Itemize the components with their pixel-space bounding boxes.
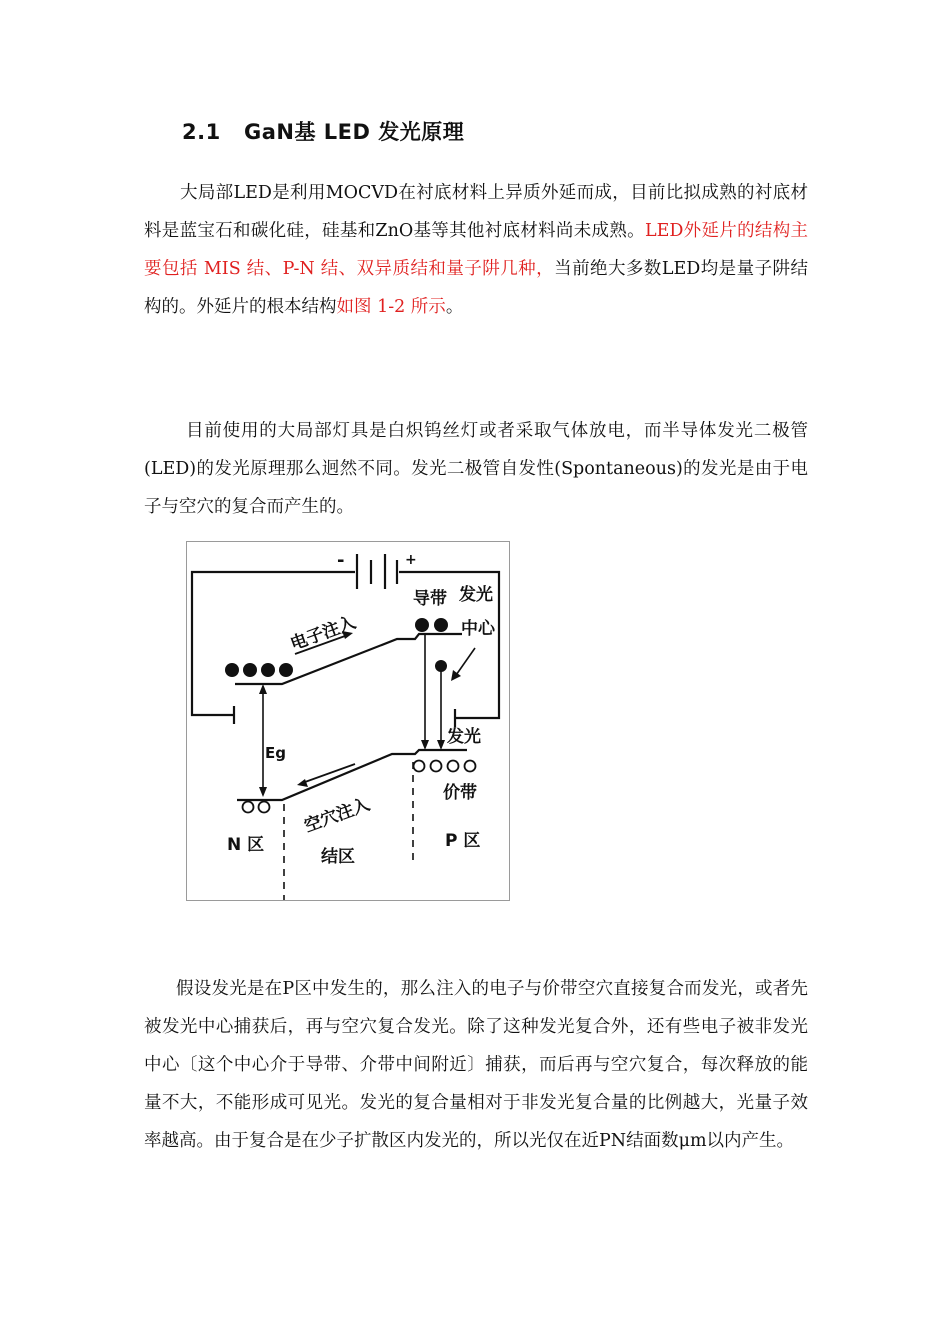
valence-band-label: 价带 bbox=[443, 783, 477, 803]
n-region-label: N 区 bbox=[227, 835, 265, 855]
section-title: GaN基 LED 发光原理 bbox=[244, 120, 465, 144]
paragraph-principle: 目前使用的大局部灯具是白炽钨丝灯或者采取气体放电，而半导体发光二极管(LED)的发光原理那么迥然不同。发光二极管自发性(Spontaneous)的发光是由于电子与空穴的复合而产生的。 bbox=[144, 421, 808, 517]
paragraph-text: 大局部LED是利用MOCVD在衬底材料上异质外延而成，目前比拟成熟的衬底材料是蓝宝石和碳化硅，硅基和ZnO基等其他衬底材料尚未成熟。 bbox=[144, 183, 808, 241]
injection-arrowhead bbox=[297, 779, 308, 787]
center-label: 中心 bbox=[461, 619, 495, 639]
emission-label: 发光 bbox=[459, 585, 493, 605]
eg-label: Eg bbox=[265, 744, 286, 762]
plus-label: + bbox=[405, 552, 417, 568]
hole bbox=[465, 761, 476, 772]
junction-region-label: 结区 bbox=[321, 847, 355, 867]
emission-photon-label: 发光 bbox=[447, 727, 481, 747]
section-number: 2.1 bbox=[182, 120, 221, 144]
electron bbox=[243, 663, 257, 677]
minus-label: - bbox=[337, 550, 345, 571]
hole bbox=[414, 761, 425, 772]
hole bbox=[259, 802, 270, 813]
paragraph-substrate bbox=[144, 174, 808, 326]
section-heading bbox=[182, 116, 464, 146]
hole-injection-label: 空穴注入 bbox=[301, 794, 373, 837]
luminescence-center bbox=[435, 660, 447, 672]
paragraph-text: 。 bbox=[445, 297, 464, 317]
electron-injection-label: 电子注入 bbox=[287, 612, 359, 655]
hole bbox=[243, 802, 254, 813]
pointer-arrowhead bbox=[451, 670, 461, 681]
electron bbox=[261, 663, 275, 677]
hole bbox=[431, 761, 442, 772]
eg-arrowhead bbox=[259, 684, 267, 694]
electron bbox=[225, 663, 239, 677]
paragraph-text: 当前绝大多数LED均是量子阱结构的。外延片的根本结构 bbox=[144, 259, 808, 317]
eg-arrowhead bbox=[259, 787, 267, 797]
conduction-band-label: 导带 bbox=[413, 589, 447, 609]
band-diagram-figure bbox=[186, 541, 510, 901]
highlighted-text: LED外延片的结构主要包括 MIS 结、P-N 结、双异质结和量子阱几种， bbox=[144, 221, 808, 279]
hole bbox=[448, 761, 459, 772]
circuit-wire-left bbox=[192, 572, 355, 715]
band-diagram bbox=[187, 542, 511, 902]
p-region-label: P 区 bbox=[445, 831, 481, 851]
electron bbox=[279, 663, 293, 677]
paragraph-recombination: 假设发光是在P区中发生的，那么注入的电子与价带空穴直接复合而发光，或者先被发光中心捕获后，再与空穴复合发光。除了这种发光复合外，还有些电子被非发光中心〔这个中心介于导带、介带中间附近〕捕获，而后再与空穴复合，每次释放的能量不大，不能形成可见光。发光的复合量相对于非发光复合量的比例越大，光量子效率越高。由于复合是在少子扩散区内发光的，所以光仅在近PN结面数μm以内产生。 bbox=[144, 979, 808, 1151]
electron bbox=[434, 618, 448, 632]
recombination-arrowhead bbox=[437, 740, 445, 750]
figure-reference: 如图 1-2 所示 bbox=[336, 297, 446, 317]
recombination-arrowhead bbox=[421, 740, 429, 750]
electron bbox=[415, 618, 429, 632]
